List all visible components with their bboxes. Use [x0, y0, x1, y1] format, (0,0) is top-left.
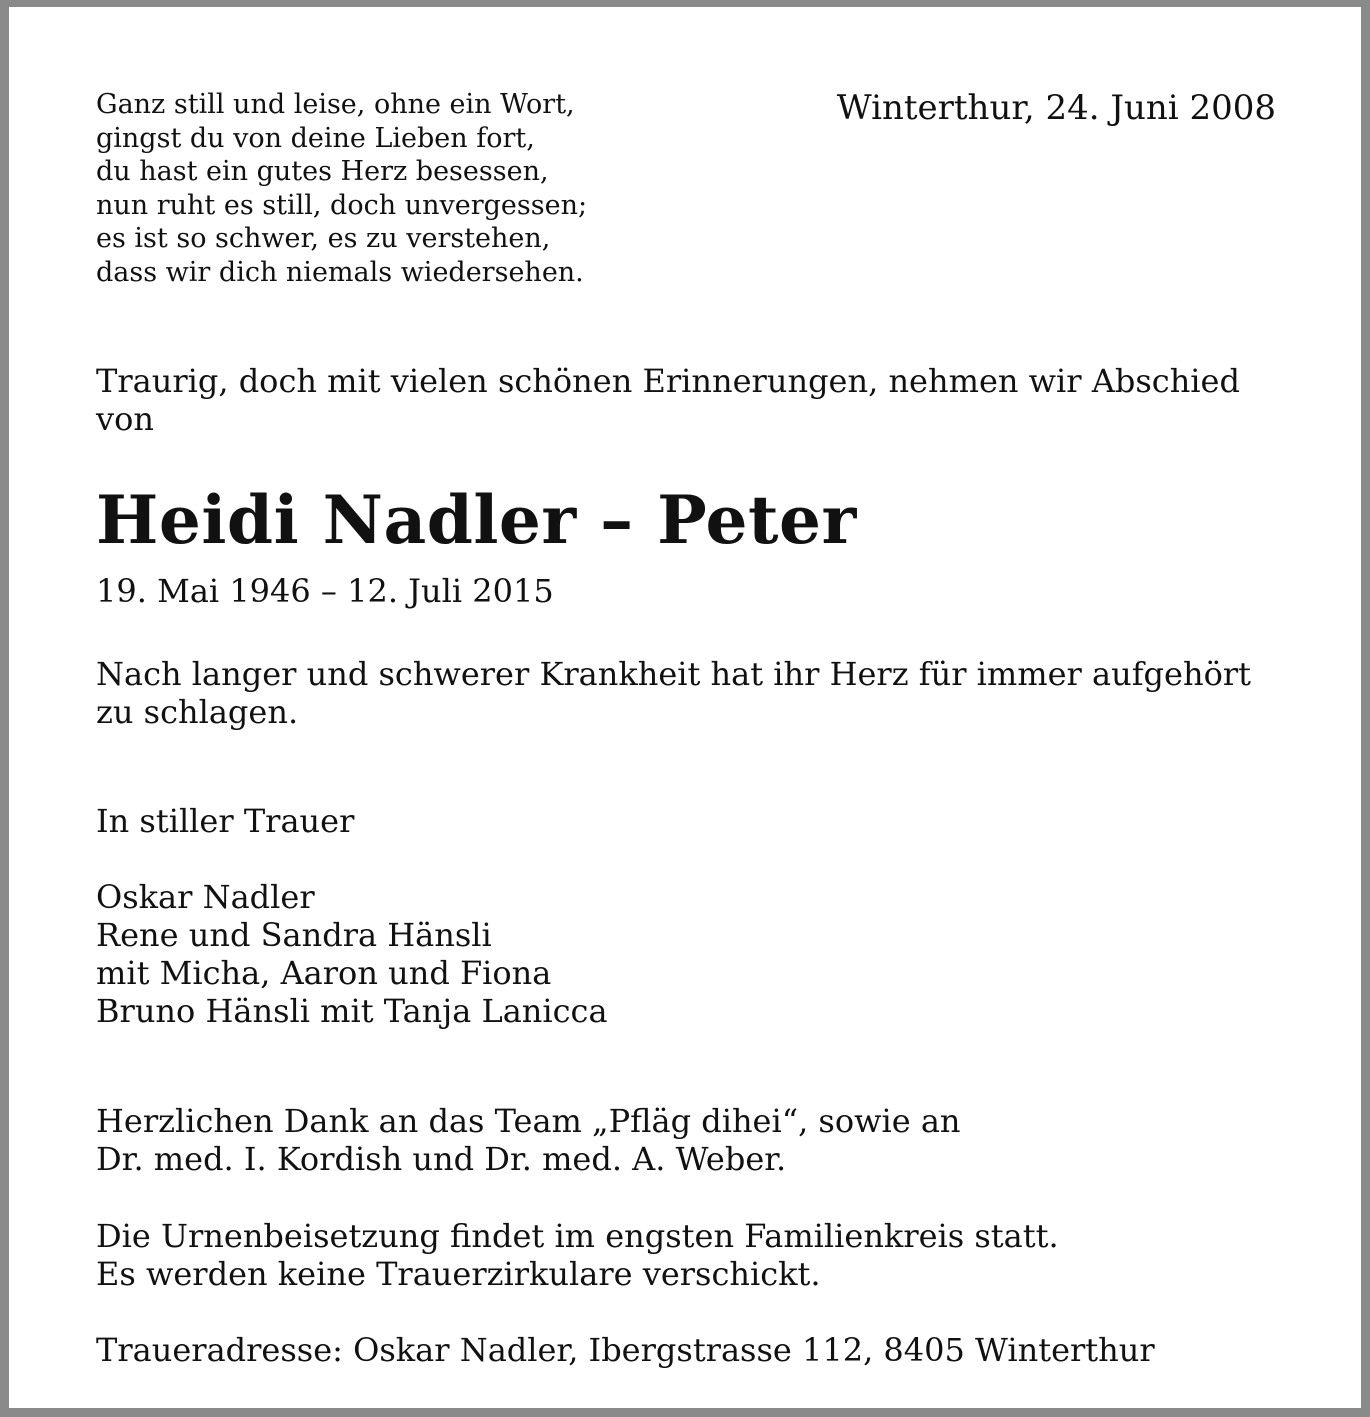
family-member: Bruno Hänsli mit Tanja Lanicca — [96, 992, 608, 1030]
poem-line: nun ruht es still, doch unvergessen; — [96, 189, 588, 221]
mourning-heading: In stiller Trauer — [96, 802, 355, 840]
poem-line: du hast ein gutes Herz besessen, — [96, 156, 549, 187]
poem-line: es ist so schwer, es zu verstehen, — [96, 223, 551, 254]
life-dates: 19. Mai 1946 – 12. Juli 2015 — [96, 572, 554, 610]
illness-text: Nach langer und schwerer Krankheit hat ihr Herz für immer aufgehört zu schlagen. — [96, 655, 1251, 731]
poem-line: Ganz still und leise, ohne ein Wort, — [96, 89, 575, 120]
mourning-address: Traueradresse: Oskar Nadler, Ibergstrasse 112, 8405 Winterthur — [96, 1331, 1155, 1369]
family-member: Oskar Nadler — [96, 878, 315, 916]
urn-line: Die Urnenbeisetzung findet im engsten Familienkreis statt. — [96, 1217, 1059, 1255]
poem-line: dass wir dich niemals wiedersehen. — [96, 256, 584, 288]
place-date: Winterthur, 24. Juni 2008 — [836, 88, 1276, 128]
top-section — [96, 88, 1276, 300]
poem-line: gingst du von deine Lieben fort, — [96, 122, 535, 154]
family-member: mit Micha, Aaron und Fiona — [96, 954, 552, 992]
thanks-line: Dr. med. I. Kordish und Dr. med. A. Weber. — [96, 1140, 787, 1178]
thanks-line: Herzlichen Dank an das Team „Pfläg dihei“, sowie an — [96, 1102, 961, 1140]
family-member: Rene und Sandra Hänsli — [96, 916, 492, 954]
family-list — [96, 878, 608, 1030]
intro-text: Traurig, doch mit vielen schönen Erinnerungen, nehmen wir Abschied von — [96, 362, 1240, 438]
poem — [96, 88, 696, 289]
top-row — [96, 88, 1276, 300]
urn-line: Es werden keine Trauerzirkulare verschickt. — [96, 1255, 821, 1293]
deceased-name: Heidi Nadler – Peter — [96, 481, 857, 559]
urn-text — [96, 1217, 1059, 1293]
thanks-text — [96, 1102, 961, 1178]
